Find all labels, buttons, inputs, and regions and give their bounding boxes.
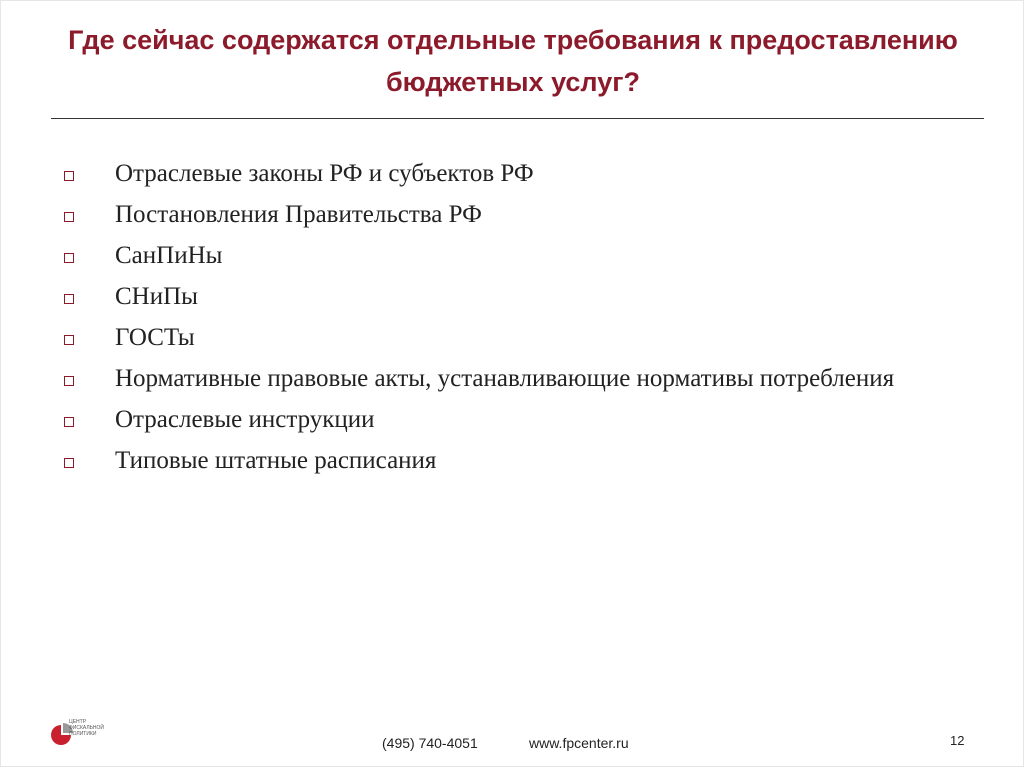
footer-website-link[interactable]: www.fpcenter.ru (529, 735, 629, 751)
square-bullet-icon (64, 294, 74, 304)
list-item (61, 321, 941, 354)
list-item (61, 280, 941, 313)
square-bullet-icon (64, 171, 74, 181)
title-divider (51, 118, 984, 119)
list-item (61, 444, 941, 477)
slide-title: Где сейчас содержатся отдельные требования к предоставлению бюджетных услуг? (68, 25, 958, 97)
footer-phone: (495) 740-4051 (382, 735, 478, 751)
fiscal-policy-center-logo (49, 719, 111, 759)
list-item (61, 239, 941, 272)
square-bullet-icon (64, 417, 74, 427)
list-item-text: Типовые штатные расписания (115, 447, 437, 474)
list-item-text: СНиПы (115, 283, 198, 310)
list-item (61, 157, 941, 190)
list-item-text: Отраслевые инструкции (115, 406, 375, 433)
page-number: 12 (950, 733, 965, 748)
list-item-text: Нормативные правовые акты, устанавливающие нормативы потребления (115, 365, 895, 392)
list-item-text: СанПиНы (115, 242, 223, 269)
square-bullet-icon (64, 253, 74, 263)
list-item (61, 403, 941, 436)
list-item-text: Постановления Правительства РФ (115, 201, 482, 228)
square-bullet-icon (64, 376, 74, 386)
list-item-text: ГОСТы (115, 324, 195, 351)
list-item (61, 198, 941, 231)
square-bullet-icon (64, 335, 74, 345)
bullet-list (61, 157, 941, 485)
square-bullet-icon (64, 212, 74, 222)
list-item (61, 362, 941, 395)
logo-text: ЦЕНТР ФИСКАЛЬНОЙ ПОЛИТИКИ (69, 719, 105, 737)
list-item-text: Отраслевые законы РФ и субъектов РФ (115, 160, 534, 187)
square-bullet-icon (64, 458, 74, 468)
